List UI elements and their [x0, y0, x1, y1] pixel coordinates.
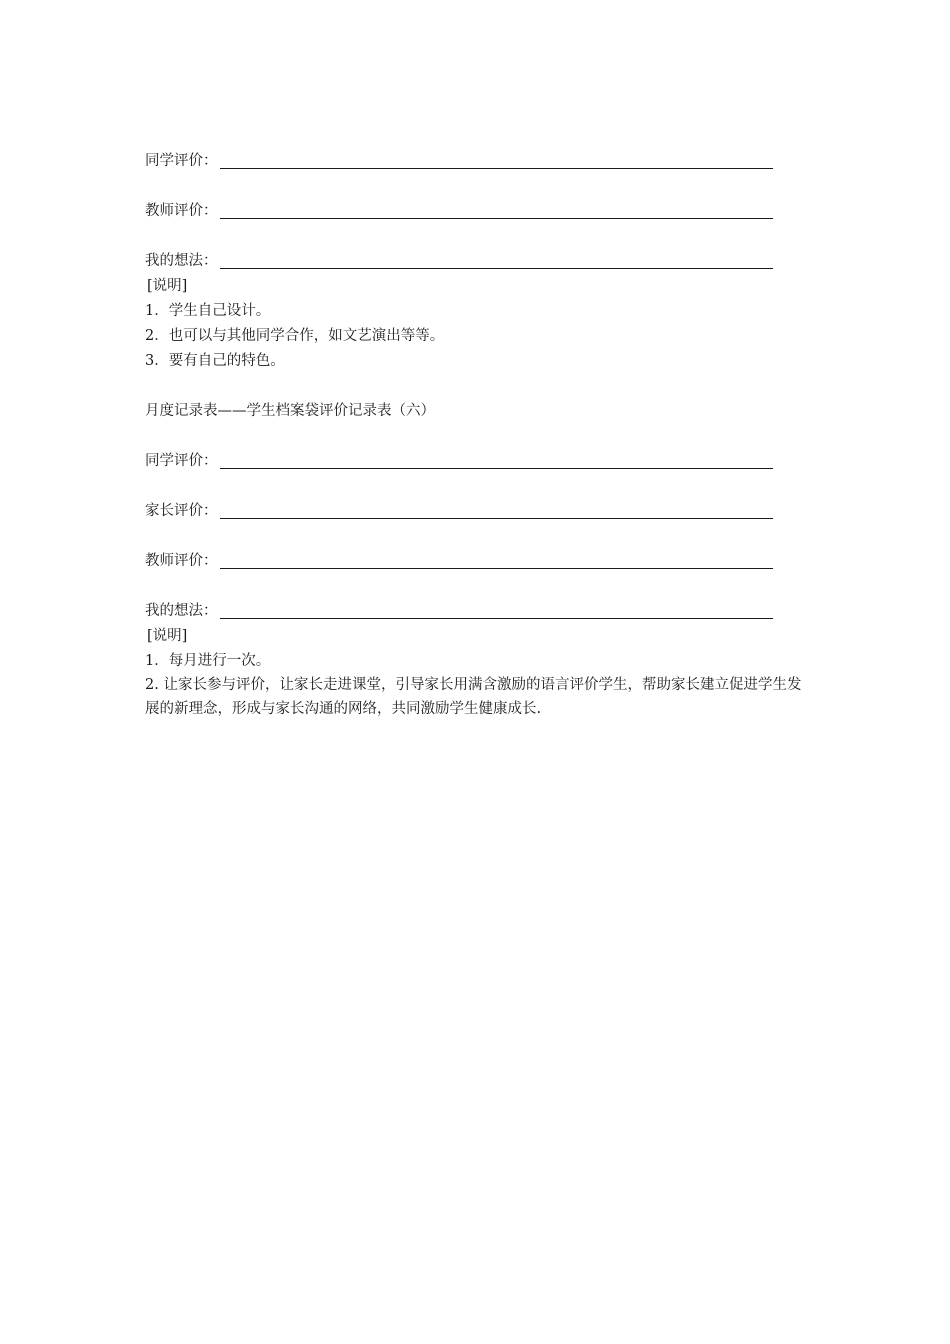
field-label: 教师评价：: [145, 203, 218, 219]
field-label: 家长评价：: [145, 503, 218, 519]
note-item: 3．要有自己的特色。: [145, 353, 285, 369]
peer-evaluation-field-2: [145, 451, 773, 471]
my-thoughts-field-1: [145, 251, 773, 271]
answer-blank[interactable]: [220, 502, 774, 519]
answer-blank[interactable]: [220, 452, 774, 469]
teacher-evaluation-field-2: [145, 551, 773, 571]
answer-blank[interactable]: [220, 602, 774, 619]
answer-blank[interactable]: [220, 152, 774, 169]
field-label: 我的想法：: [145, 603, 218, 619]
note-item-paragraph: 2. 让家长参与评价，让家长走进课堂，引导家长用满含激励的语言评价学生，帮助家长建立促进学生发展的新理念，形成与家长沟通的网络，共同激励学生健康成长.: [145, 677, 802, 717]
section-title: 月度记录表——学生档案袋评价记录表（六）: [145, 403, 435, 419]
note-heading-1: [说明]: [147, 278, 188, 294]
answer-blank[interactable]: [220, 552, 774, 569]
note-item: 2．也可以与其他同学合作，如文艺演出等等。: [145, 328, 445, 344]
field-label: 教师评价：: [145, 553, 218, 569]
field-label: 同学评价：: [145, 453, 218, 469]
my-thoughts-field-2: [145, 601, 773, 621]
field-label: 同学评价：: [145, 153, 218, 169]
answer-blank[interactable]: [220, 252, 774, 269]
field-label: 我的想法：: [145, 253, 218, 269]
note-heading-2: [说明]: [147, 628, 188, 644]
note-item: 1．每月进行一次。: [145, 653, 271, 669]
note-item: 1．学生自己设计。: [145, 303, 271, 319]
parent-evaluation-field: [145, 501, 773, 521]
peer-evaluation-field-1: [145, 151, 773, 171]
teacher-evaluation-field-1: [145, 201, 773, 221]
answer-blank[interactable]: [220, 202, 774, 219]
